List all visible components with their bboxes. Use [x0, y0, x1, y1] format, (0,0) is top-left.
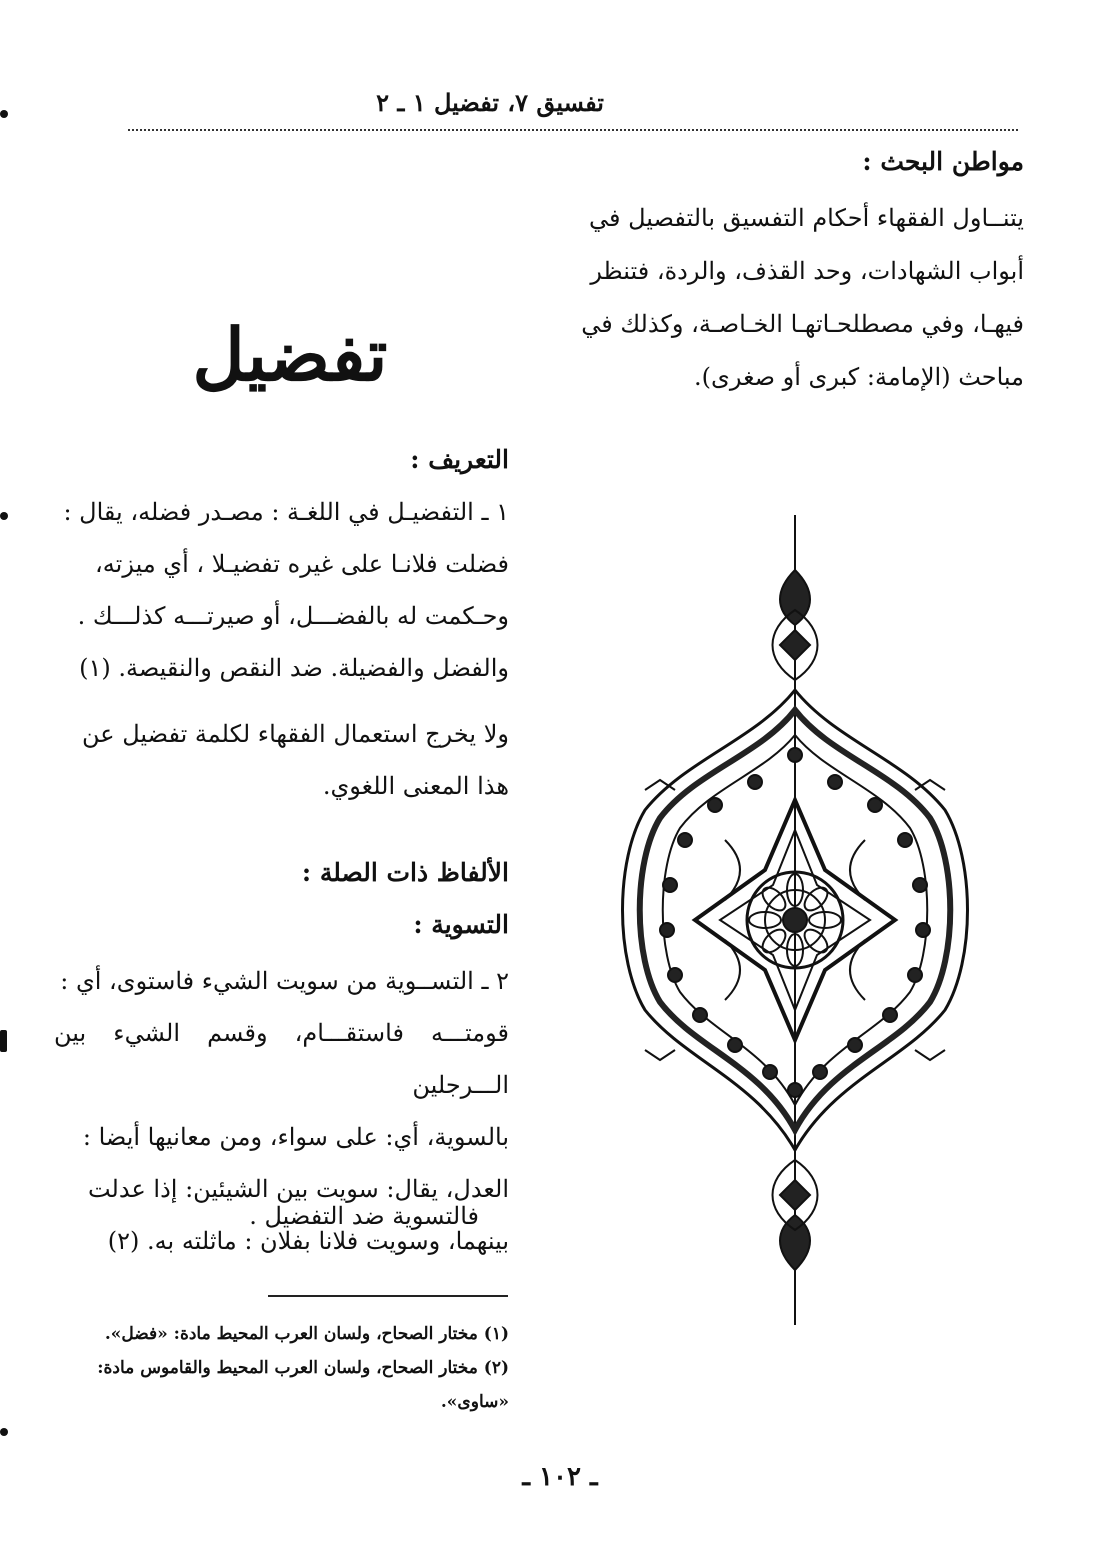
- text-line: مباحث (الإمامة: كبرى أو صغرى).: [694, 363, 1024, 391]
- margin-mark: [0, 512, 8, 520]
- research-heading: مواطن البحث :: [862, 147, 1024, 176]
- text-line: بالسوية، أي: على سواء، ومن معانيها أيضا :: [82, 1123, 509, 1151]
- entry-title: تفضيل: [192, 312, 388, 397]
- usage-paragraph: [54, 708, 509, 812]
- text-line: يتنــاول الفقهاء أحكام التفسيق بالتفصيل في: [589, 204, 1024, 232]
- text-line: بينهما، وسويت فلانا بفلان : ماثلته به. (٢): [107, 1227, 509, 1255]
- footnote-divider: [268, 1295, 508, 1297]
- definition-heading: التعريف :: [410, 445, 509, 474]
- header-divider: [128, 129, 1018, 131]
- related-terms-heading: الألفاظ ذات الصلة :: [301, 858, 509, 887]
- research-paragraph: [569, 192, 1024, 404]
- running-header: تفسيق ٧، تفضيل ١ ـ ٢: [376, 88, 604, 117]
- text-line: العدل، يقال: سويت بين الشيئين: إذا عدلت: [87, 1175, 509, 1203]
- text-line: أبواب الشهادات، وحد القذف، والردة، فتنظر: [590, 257, 1024, 285]
- margin-mark: [0, 1428, 8, 1436]
- text-line: ٢ ـ التســوية من سويت الشيء فاستوى، أي :: [60, 967, 509, 995]
- text-line: وحـكمت له بالفضـــل، أو صيرتـــه كذلـــك .: [77, 602, 509, 630]
- text-line: فيهـا، وفي مصطلحـاتهـا الخـاصـة، وكذلك في: [581, 310, 1024, 338]
- margin-mark: [0, 110, 8, 118]
- margin-mark: [0, 1030, 7, 1052]
- footnote-line: (٢) مختار الصحاح، ولسان العرب المحيط والقاموس مادة:: [97, 1358, 509, 1378]
- text-line: قومتـــه فاستقـــام، وقسم الشيء بين الـــرجلين: [54, 1019, 509, 1099]
- taswiya-heading: التسوية :: [413, 910, 509, 939]
- footnote-2: [54, 1351, 509, 1419]
- text-line: هذا المعنى اللغوي.: [322, 772, 509, 800]
- page-number: ـ ١٠٢ ـ: [522, 1462, 598, 1492]
- footnote-1: (١) مختار الصحاح، ولسان العرب المحيط مادة: «فضل».: [104, 1324, 509, 1344]
- definition-paragraph: [54, 486, 509, 694]
- text-line: ولا يخرج استعمال الفقهاء لكلمة تفضيل عن: [82, 720, 509, 748]
- text-line: فضلت فلانـا على غيره تفضيـلا ، أي ميزته،: [95, 550, 509, 578]
- text-line: والفضل والفضيلة. ضد النقص والنقيصة. (١): [79, 654, 509, 682]
- arabesque-medallion-icon: [605, 510, 985, 1330]
- footnote-line: «ساوى».: [440, 1392, 509, 1412]
- text-line: ١ ـ التفضيـل في اللغـة : مصـدر فضله، يقال :: [63, 498, 509, 526]
- conclusion-line: فالتسوية ضد التفضيل .: [249, 1202, 479, 1230]
